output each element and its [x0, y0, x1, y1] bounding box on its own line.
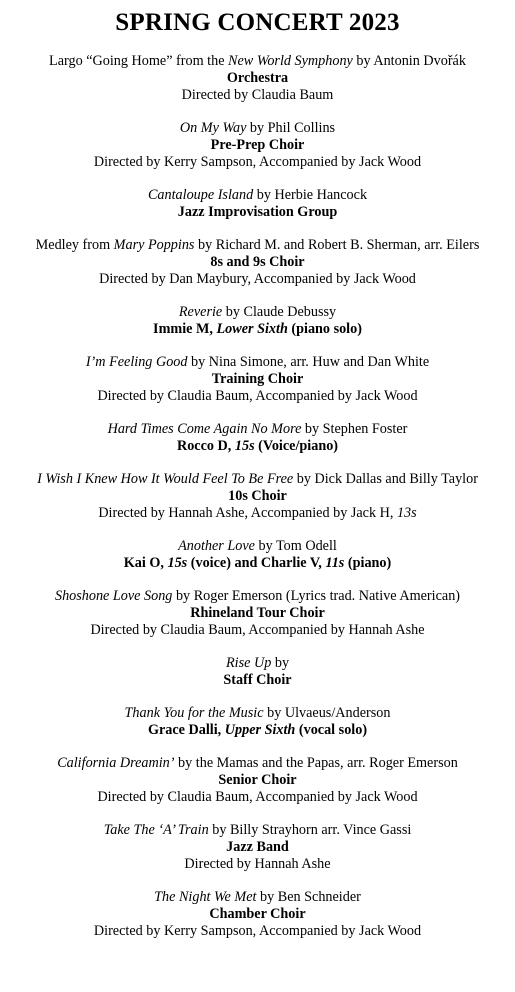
performer-name: 10s Choir: [228, 488, 287, 504]
work-title: I Wish I Knew How It Would Feel To Be Free: [37, 471, 294, 487]
programme-item: [0, 822, 515, 873]
composer-credit: by Nina Simone, arr. Huw and Dan White: [187, 354, 430, 370]
performer-role: (vocal solo): [295, 722, 368, 738]
piece-line: [0, 588, 515, 605]
performer-year: Lower Sixth: [216, 321, 288, 337]
programme-title: SPRING CONCERT 2023: [115, 9, 400, 36]
performer-role: (Voice/piano): [254, 438, 339, 454]
performer-role: (voice) and Charlie V,: [187, 555, 326, 571]
credit-line: Directed by Kerry Sampson, Accompanied by Jack Wood: [93, 154, 422, 170]
performer-name: 8s and 9s Choir: [210, 254, 305, 270]
composer-credit: by Herbie Hancock: [253, 187, 368, 203]
work-title: Reverie: [178, 304, 223, 320]
piece-line: [0, 538, 515, 555]
piece-line: [0, 304, 515, 321]
performer-line: [0, 204, 515, 221]
performer-name: Rocco D,: [176, 438, 235, 454]
performer-line: [0, 321, 515, 338]
composer-credit: by the Mamas and the Papas, arr. Roger Emerson: [174, 755, 458, 771]
performer-name: Jazz Band: [226, 839, 289, 855]
performer-name: Kai O,: [123, 555, 168, 571]
piece-line: [0, 471, 515, 488]
performer-name: Rhineland Tour Choir: [190, 605, 325, 621]
performer-line: [0, 371, 515, 388]
work-title: Cantaloupe Island: [147, 187, 254, 203]
performer-line: [0, 70, 515, 87]
performer-line: [0, 906, 515, 923]
piece-line: [0, 354, 515, 371]
work-title: Take The ‘A’ Train: [103, 822, 209, 838]
programme-item: [0, 237, 515, 288]
composer-credit: by Roger Emerson (Lyrics trad. Native American): [172, 588, 461, 604]
performer-name: Orchestra: [226, 70, 289, 86]
composer-credit: by Stephen Foster: [301, 421, 408, 437]
credit-line: Directed by Claudia Baum, Accompanied by Hannah Ashe: [90, 622, 425, 638]
piece-prefix: Medley from: [35, 237, 114, 253]
programme-item: [0, 755, 515, 806]
work-title: California Dreamin’: [57, 755, 175, 771]
performer-name: Pre-Prep Choir: [210, 137, 305, 153]
performer-year: 11s: [325, 555, 345, 571]
performer-line: [0, 438, 515, 455]
performer-role: (piano solo): [287, 321, 362, 337]
performer-line: [0, 722, 515, 739]
composer-credit: by: [271, 655, 290, 671]
performer-line: [0, 839, 515, 856]
performer-line: [0, 254, 515, 271]
credit-line: [0, 505, 515, 522]
performer-line: [0, 672, 515, 689]
performer-line: [0, 772, 515, 789]
work-title: Hard Times Come Again No More: [107, 421, 302, 437]
work-title: Mary Poppins: [113, 237, 195, 253]
credit-line: Directed by Kerry Sampson, Accompanied by Jack Wood: [93, 923, 422, 939]
programme-item: [0, 354, 515, 405]
programme-item: [0, 705, 515, 739]
composer-credit: by Claude Debussy: [222, 304, 337, 320]
composer-credit: by Ulvaeus/Anderson: [263, 705, 391, 721]
piece-line: [0, 120, 515, 137]
programme-item: [0, 889, 515, 940]
piece-line: [0, 705, 515, 722]
composer-credit: by Phil Collins: [246, 120, 336, 136]
credit-line: Directed by Claudia Baum, Accompanied by Jack Wood: [97, 388, 418, 404]
credit-line: Directed by Claudia Baum, Accompanied by Jack Wood: [97, 789, 418, 805]
credit-line: Directed by Dan Maybury, Accompanied by Jack Wood: [99, 271, 416, 287]
programme-list: [0, 53, 515, 940]
credit-line: Directed by Hannah Ashe: [184, 856, 331, 872]
work-title: New World Symphony: [228, 53, 353, 69]
piece-line: [0, 889, 515, 906]
performer-year: Upper Sixth: [224, 722, 296, 738]
performer-line: [0, 555, 515, 572]
piece-line: [0, 187, 515, 204]
composer-credit: by Richard M. and Robert B. Sherman, arr. Eilers: [194, 237, 480, 253]
performer-name: Immie M,: [153, 321, 217, 337]
performer-year: 15s: [167, 555, 188, 571]
work-title: I’m Feeling Good: [85, 354, 188, 370]
programme-item: [0, 421, 515, 455]
programme-item: [0, 304, 515, 338]
programme-item: [0, 120, 515, 171]
work-title: On My Way: [179, 120, 247, 136]
performer-name: Jazz Improvisation Group: [177, 204, 338, 220]
composer-credit: by Antonin Dvořák: [352, 53, 466, 69]
work-title: Rise Up: [225, 655, 272, 671]
programme-item: [0, 655, 515, 689]
composer-credit: by Dick Dallas and Billy Taylor: [293, 471, 478, 487]
composer-credit: by Billy Strayhorn arr. Vince Gassi: [208, 822, 412, 838]
piece-prefix: Largo “Going Home” from the: [49, 53, 229, 69]
piece-line: [0, 822, 515, 839]
work-title: Another Love: [178, 538, 255, 554]
piece-line: [0, 237, 515, 254]
work-title: Thank You for the Music: [124, 705, 264, 721]
programme-item: [0, 53, 515, 104]
performer-name: Training Choir: [211, 371, 304, 387]
performer-name: Chamber Choir: [209, 906, 306, 922]
piece-line: [0, 755, 515, 772]
credit-line: Directed by Claudia Baum: [181, 87, 334, 103]
programme-item: [0, 471, 515, 522]
composer-credit: by Ben Schneider: [256, 889, 361, 905]
performer-role: (piano): [344, 555, 392, 571]
work-title: Shoshone Love Song: [54, 588, 173, 604]
programme-item: [0, 538, 515, 572]
performer-line: [0, 137, 515, 154]
accompanist-year: 13s: [396, 505, 417, 521]
composer-credit: by Tom Odell: [254, 538, 337, 554]
performer-name: Senior Choir: [218, 772, 297, 788]
programme-item: [0, 588, 515, 639]
piece-line: [0, 655, 515, 672]
performer-line: [0, 605, 515, 622]
performer-name: Grace Dalli,: [147, 722, 225, 738]
credit-text: Directed by Hannah Ashe, Accompanied by Jack H,: [98, 505, 397, 521]
piece-line: [0, 53, 515, 70]
programme-item: [0, 187, 515, 221]
performer-name: Staff Choir: [223, 672, 292, 688]
performer-year: 15s: [234, 438, 255, 454]
work-title: The Night We Met: [154, 889, 257, 905]
piece-line: [0, 421, 515, 438]
performer-line: [0, 488, 515, 505]
